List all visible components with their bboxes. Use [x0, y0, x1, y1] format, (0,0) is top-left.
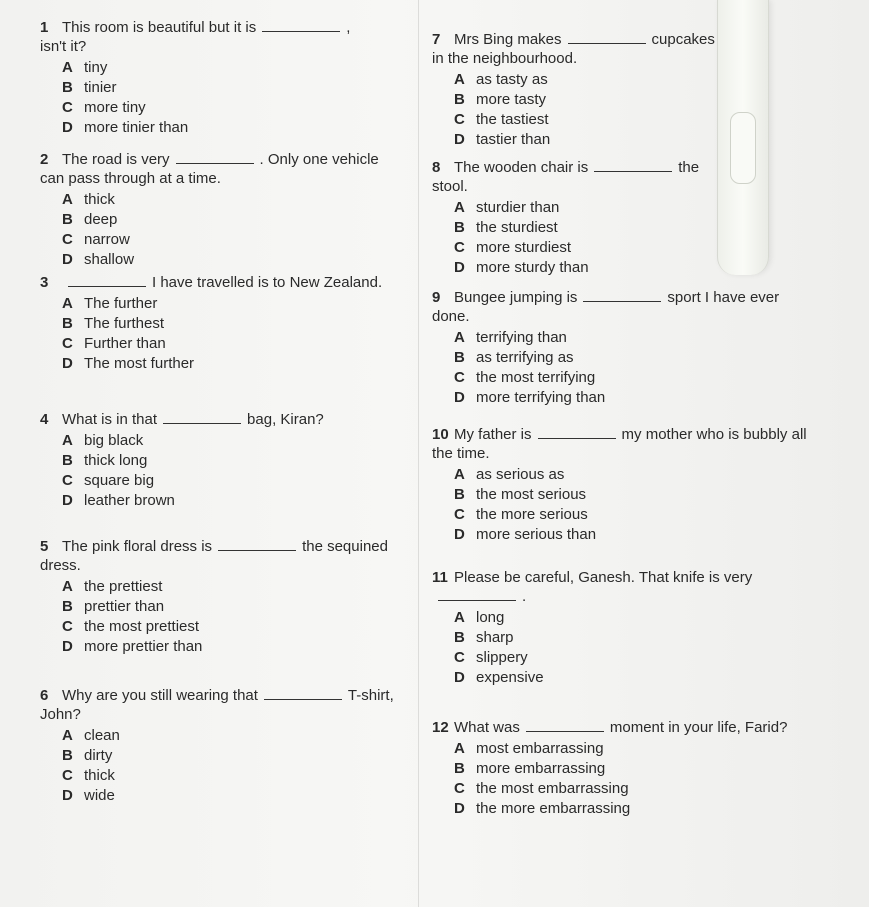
question-stem-end: . Only one vehicle can pass through at a time. [40, 151, 379, 187]
page-fold [418, 0, 419, 907]
options-list [40, 58, 380, 138]
option[interactable]: A most embarrassing [454, 740, 604, 757]
option[interactable]: B the most serious [454, 486, 587, 503]
option[interactable]: A as tasty as [454, 71, 548, 88]
question-stem: This room is beautiful but it is [62, 19, 257, 36]
question-stem: The pink floral dress is [62, 538, 213, 555]
option[interactable]: B The furthest [62, 315, 165, 332]
pen-object [717, 0, 769, 275]
option[interactable]: D more serious than [454, 526, 597, 543]
question-number: 9 [432, 289, 441, 306]
question-stem: The road is very [62, 151, 170, 168]
option[interactable]: A big black [62, 432, 144, 449]
question-stem: Mrs Bing makes [454, 31, 562, 48]
answer-blank[interactable] [568, 31, 646, 44]
option[interactable]: B thick long [62, 452, 148, 469]
option[interactable]: D leather brown [62, 492, 175, 509]
option[interactable]: D The most further [62, 355, 195, 372]
option[interactable]: A tiny [62, 59, 108, 76]
question-10 [432, 425, 807, 545]
answer-blank[interactable] [264, 687, 342, 700]
answer-blank[interactable] [438, 588, 516, 601]
question-number: 2 [40, 151, 49, 168]
answer-blank[interactable] [538, 426, 616, 439]
option[interactable]: D more sturdy than [454, 259, 589, 276]
answer-blank[interactable] [526, 719, 604, 732]
question-stem-end: moment in your life, Farid? [609, 719, 788, 736]
question-stem-end: sport I have ever done. [432, 289, 780, 325]
question-stem-end: my mother who is bubbly all the time. [432, 426, 807, 462]
option[interactable]: D more terrifying than [454, 389, 606, 406]
question-11 [432, 568, 812, 688]
option[interactable]: D more prettier than [62, 638, 203, 655]
option[interactable]: B tinier [62, 79, 117, 96]
answer-blank[interactable] [176, 151, 254, 164]
question-9 [432, 288, 792, 408]
question-stem-end: bag, Kiran? [247, 411, 324, 428]
option[interactable]: B deep [62, 211, 118, 228]
question-8 [432, 158, 722, 278]
question-number: 4 [40, 411, 49, 428]
option[interactable]: A as serious as [454, 466, 565, 483]
question-6 [40, 686, 410, 806]
options-list [432, 328, 792, 408]
question-number: 8 [432, 159, 441, 176]
option[interactable]: A terrifying than [454, 329, 567, 346]
question-stem: What is in that [62, 411, 158, 428]
question-stem-end: T-shirt, John? [40, 687, 394, 723]
option[interactable]: C more tiny [62, 99, 146, 116]
option[interactable]: A the prettiest [62, 578, 163, 595]
options-list [40, 726, 410, 806]
option[interactable]: A sturdier than [454, 199, 560, 216]
option[interactable]: D more tinier than [62, 119, 189, 136]
question-stem: My father is [454, 426, 532, 443]
question-4 [40, 410, 400, 511]
question-stem-end: , isn't it? [40, 19, 351, 55]
answer-blank[interactable] [262, 19, 340, 32]
option[interactable]: B dirty [62, 747, 113, 764]
option[interactable]: D wide [62, 787, 115, 804]
question-number: 12 [432, 719, 449, 736]
option[interactable]: C the most prettiest [62, 618, 200, 635]
option[interactable]: C thick [62, 767, 115, 784]
options-list [432, 465, 807, 545]
question-stem-end: I have travelled is to New Zealand. [152, 274, 383, 291]
question-stem-end: the sequined dress. [40, 538, 388, 574]
question-number: 6 [40, 687, 49, 704]
options-list [432, 70, 722, 150]
question-stem-end: cupcakes in the neighbourhood. [432, 31, 715, 67]
option[interactable]: B more tasty [454, 91, 547, 108]
question-number: 5 [40, 538, 49, 555]
question-stem-end: the stool. [432, 159, 700, 195]
option[interactable]: D expensive [454, 669, 544, 686]
option[interactable]: D the more embarrassing [454, 800, 631, 817]
options-list [432, 739, 812, 819]
option[interactable]: C more sturdiest [454, 239, 572, 256]
option[interactable]: C the most embarrassing [454, 780, 629, 797]
question-stem: The wooden chair is [454, 159, 589, 176]
option[interactable]: A clean [62, 727, 120, 744]
question-stem: Bungee jumping is [454, 289, 578, 306]
option[interactable]: C narrow [62, 231, 130, 248]
question-3 [40, 273, 395, 374]
option[interactable]: C the tastiest [454, 111, 549, 128]
question-number: 7 [432, 31, 441, 48]
question-stem: What was [454, 719, 520, 736]
options-list [40, 294, 395, 374]
answer-blank[interactable] [594, 159, 672, 172]
question-stem: Please be careful, Ganesh. That knife is very [454, 569, 753, 586]
options-list [432, 608, 812, 688]
question-number: 1 [40, 19, 49, 36]
option[interactable]: C the more serious [454, 506, 588, 523]
option[interactable]: B more embarrassing [454, 760, 606, 777]
pen-clip [730, 112, 756, 184]
option[interactable]: C Further than [62, 335, 166, 352]
question-number: 10 [432, 426, 449, 443]
option[interactable]: B as terrifying as [454, 349, 574, 366]
options-list [40, 577, 390, 657]
question-7 [432, 30, 722, 150]
answer-blank[interactable] [163, 411, 241, 424]
options-list [40, 190, 395, 270]
option[interactable]: D tastier than [454, 131, 551, 148]
option[interactable]: B the sturdiest [454, 219, 558, 236]
question-12 [432, 718, 812, 819]
option[interactable]: C the most terrifying [454, 369, 596, 386]
answer-blank[interactable] [68, 274, 146, 287]
option[interactable]: D shallow [62, 251, 135, 268]
question-stem: Why are you still wearing that [62, 687, 258, 704]
options-list [432, 198, 722, 278]
question-1 [40, 18, 380, 138]
question-stem-end: . [522, 588, 527, 605]
option[interactable]: A long [454, 609, 505, 626]
question-5 [40, 537, 390, 657]
answer-blank[interactable] [583, 289, 661, 302]
options-list [40, 431, 400, 511]
option[interactable]: C slippery [454, 649, 528, 666]
question-number: 11 [432, 569, 448, 586]
option[interactable]: B prettier than [62, 598, 165, 615]
question-2 [40, 150, 395, 270]
option[interactable]: C square big [62, 472, 155, 489]
question-number: 3 [40, 274, 49, 291]
option[interactable]: A The further [62, 295, 158, 312]
option[interactable]: B sharp [454, 629, 514, 646]
answer-blank[interactable] [218, 538, 296, 551]
option[interactable]: A thick [62, 191, 115, 208]
